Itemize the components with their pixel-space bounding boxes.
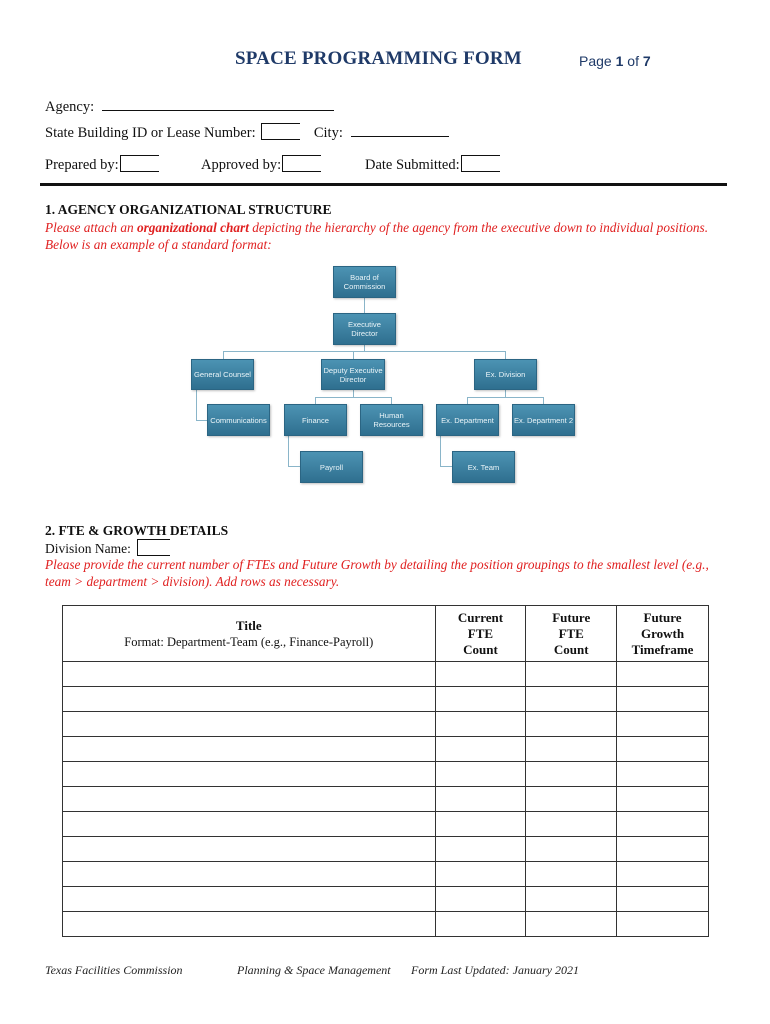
page-indicator: [579, 53, 651, 69]
division-row: [45, 539, 170, 557]
table-cell[interactable]: [435, 862, 526, 887]
note-pre: Please attach an: [45, 220, 137, 235]
connector: [391, 397, 392, 404]
table-cell[interactable]: [63, 912, 436, 937]
building-row: [45, 122, 449, 142]
date-label: Date Submitted:: [365, 157, 460, 173]
col-title-sub: Format: Department-Team (e.g., Finance-Payroll): [124, 634, 374, 649]
division-label: Division Name:: [45, 541, 131, 556]
header-line: Count: [553, 641, 589, 657]
connector: [315, 397, 316, 404]
note-bold: organizational chart: [136, 220, 249, 235]
table-cell[interactable]: [63, 687, 436, 712]
approved-by-field[interactable]: [282, 155, 321, 172]
col-current-header: [435, 606, 526, 662]
section-2-note: Please provide the current number of FTEs and Future Growth by detailing the position groupings to the smallest level (e.g., team > department > division). Add rows as necessary.: [45, 557, 709, 589]
table-cell[interactable]: [435, 887, 526, 912]
connector: [543, 397, 544, 404]
org-node-board: Board of Commission: [333, 266, 396, 298]
org-node-department: Ex. Department: [436, 404, 499, 436]
org-node-general-counsel: General Counsel: [191, 359, 254, 390]
page-prefix: Page: [579, 53, 616, 69]
org-node-payroll: Payroll: [300, 451, 363, 483]
table-cell[interactable]: [617, 787, 709, 812]
prepared-label: Prepared by:: [45, 157, 119, 173]
table-row: [63, 787, 709, 812]
connector: [223, 351, 224, 359]
table-cell[interactable]: [435, 762, 526, 787]
table-cell[interactable]: [617, 812, 709, 837]
table-cell[interactable]: [435, 812, 526, 837]
table-header-row: [63, 606, 709, 662]
org-node-hr: Human Resources: [360, 404, 423, 436]
table-cell[interactable]: [526, 687, 617, 712]
table-cell[interactable]: [435, 787, 526, 812]
table-row: [63, 912, 709, 937]
table-row: [63, 737, 709, 762]
col-future-header: [526, 606, 617, 662]
table-cell[interactable]: [526, 712, 617, 737]
table-cell[interactable]: [526, 812, 617, 837]
building-label: State Building ID or Lease Number:: [45, 125, 256, 141]
fte-table: [62, 605, 709, 937]
table-cell[interactable]: [526, 662, 617, 687]
city-label: City:: [313, 125, 343, 141]
connector: [223, 351, 506, 352]
table-cell[interactable]: [526, 887, 617, 912]
header-line: FTE: [467, 625, 494, 641]
table-cell[interactable]: [617, 837, 709, 862]
agency-label: Agency:: [45, 99, 95, 115]
table-cell[interactable]: [617, 912, 709, 937]
division-name-field[interactable]: [137, 539, 170, 556]
org-node-division: Ex. Division: [474, 359, 537, 390]
footer-left: Texas Facilities Commission: [45, 963, 183, 977]
connector: [315, 397, 392, 398]
table-cell[interactable]: [63, 862, 436, 887]
prepared-by-field[interactable]: [120, 155, 159, 172]
table-cell[interactable]: [63, 737, 436, 762]
table-row: [63, 812, 709, 837]
page-current: 1: [615, 53, 624, 69]
table-cell[interactable]: [526, 737, 617, 762]
agency-row: [45, 96, 334, 116]
table-cell[interactable]: [617, 712, 709, 737]
table-row: [63, 762, 709, 787]
footer-center: Planning & Space Management: [237, 963, 391, 977]
connector: [353, 351, 354, 359]
header-line: Current: [457, 609, 504, 625]
section-2-heading: 2. FTE & GROWTH DETAILS: [45, 523, 229, 538]
table-cell[interactable]: [63, 662, 436, 687]
table-cell[interactable]: [526, 912, 617, 937]
date-submitted-field[interactable]: [461, 155, 500, 172]
table-row: [63, 837, 709, 862]
org-node-deputy: Deputy Executive Director: [321, 359, 385, 390]
table-cell[interactable]: [63, 837, 436, 862]
header-line: Timeframe: [631, 641, 694, 657]
header-line: Future: [552, 609, 591, 625]
agency-field[interactable]: [102, 96, 334, 111]
table-row: [63, 687, 709, 712]
table-row: [63, 862, 709, 887]
table-row: [63, 662, 709, 687]
table-cell[interactable]: [435, 712, 526, 737]
col-title-header: [63, 606, 436, 662]
table-cell[interactable]: [526, 862, 617, 887]
table-cell[interactable]: [617, 887, 709, 912]
connector: [364, 298, 365, 314]
approved-row: [201, 155, 321, 174]
page-separator: of: [623, 53, 643, 69]
header-line: Count: [463, 641, 498, 657]
footer-right: Form Last Updated: January 2021: [411, 963, 579, 977]
table-cell[interactable]: [617, 662, 709, 687]
section-1-note: [45, 219, 715, 253]
col-growth-header: [617, 606, 709, 662]
org-node-exec: Executive Director: [333, 313, 396, 345]
table-cell[interactable]: [617, 762, 709, 787]
org-node-finance: Finance: [284, 404, 347, 436]
table-cell[interactable]: [435, 687, 526, 712]
table-cell[interactable]: [435, 662, 526, 687]
page-total: 7: [642, 53, 651, 69]
connector: [196, 390, 197, 421]
header-line: FTE: [558, 625, 584, 641]
table-cell[interactable]: [435, 837, 526, 862]
table-cell[interactable]: [617, 687, 709, 712]
form-title: SPACE PROGRAMMING FORM: [235, 48, 522, 69]
table-row: [63, 887, 709, 912]
note-post: depicting the hierarchy of the agency from the executive down to individual positions. Below is an example of a standard format:: [45, 220, 709, 252]
header-divider: [40, 183, 727, 186]
connector: [467, 397, 544, 398]
header-line: Growth: [640, 625, 685, 641]
table-cell[interactable]: [526, 762, 617, 787]
table-cell[interactable]: [435, 912, 526, 937]
city-field[interactable]: [351, 122, 449, 137]
col-title: Title: [235, 617, 262, 633]
table-cell[interactable]: [63, 712, 436, 737]
table-cell[interactable]: [63, 812, 436, 837]
org-node-communications: Communications: [207, 404, 270, 436]
table-cell[interactable]: [63, 787, 436, 812]
table-cell[interactable]: [63, 887, 436, 912]
header-line: Future: [643, 609, 682, 625]
org-node-team: Ex. Team: [452, 451, 515, 483]
table-cell[interactable]: [526, 837, 617, 862]
table-cell[interactable]: [435, 737, 526, 762]
table-cell[interactable]: [526, 787, 617, 812]
date-row: [365, 155, 500, 174]
connector: [440, 436, 441, 467]
connector: [505, 351, 506, 359]
table-cell[interactable]: [617, 862, 709, 887]
table-cell[interactable]: [63, 762, 436, 787]
prepared-row: [45, 155, 159, 174]
connector: [288, 436, 289, 467]
table-cell[interactable]: [617, 737, 709, 762]
section-1-heading: 1. AGENCY ORGANIZATIONAL STRUCTURE: [45, 202, 332, 217]
building-id-field[interactable]: [261, 123, 300, 140]
table-row: [63, 712, 709, 737]
approved-label: Approved by:: [201, 157, 282, 173]
org-node-department-2: Ex. Department 2: [512, 404, 575, 436]
connector: [467, 397, 468, 404]
